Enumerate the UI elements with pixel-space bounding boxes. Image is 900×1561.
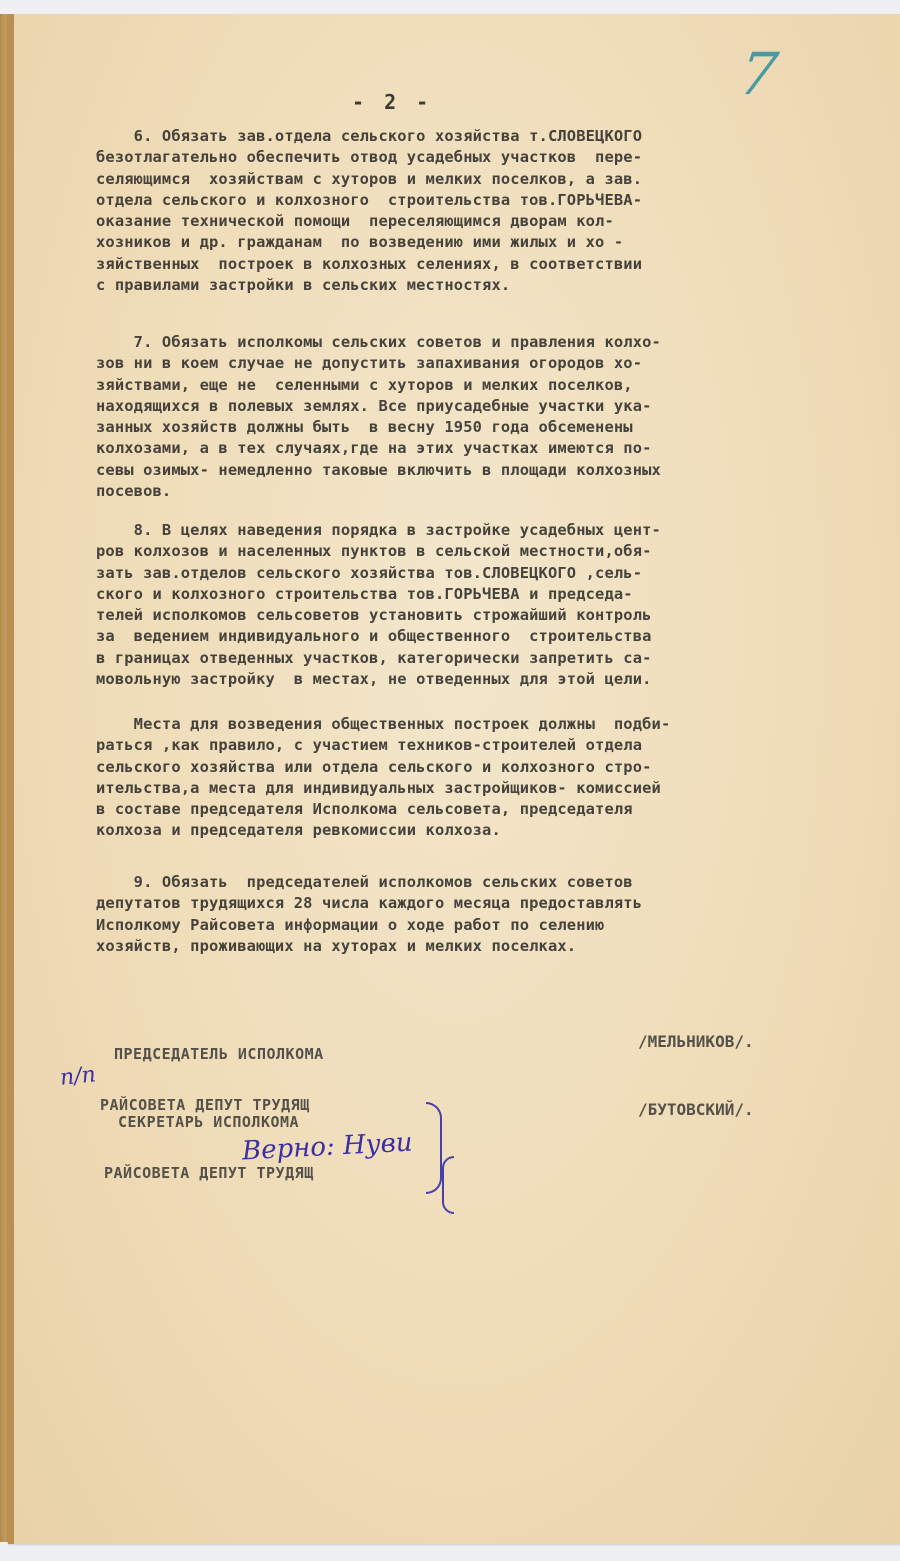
- secretary-name: /БУТОВСКИЙ/.: [638, 1100, 754, 1119]
- text-line: посевов.: [96, 482, 172, 501]
- text-line: зов ни в коем случае не допустить запахивания огородов хо-: [96, 354, 643, 373]
- signature-flourish: [442, 1156, 454, 1214]
- text-line: севы озимых- немедленно таковые включить в площади колхозных: [96, 460, 661, 479]
- text-line: раться ,как правило, с участием техников-строителей отдела: [96, 736, 643, 755]
- paragraph-7: [96, 332, 841, 502]
- document-page: [8, 14, 900, 1544]
- text-line: Места для возведения общественных построек должны подби-: [96, 715, 671, 733]
- handwritten-folio-number: 7: [735, 40, 782, 108]
- text-line: селяющимся хозяйствам с хуторов и мелких поселков, а зав.: [96, 169, 643, 188]
- text-line: депутатов трудящихся 28 числа каждого месяца предоставлять: [96, 894, 643, 913]
- chairman-name: /МЕЛЬНИКОВ/.: [638, 1032, 754, 1051]
- text-line: мовольную застройку в местах, не отведенных для этой цели.: [96, 670, 652, 689]
- text-line: с правилами застройки в сельских местностях.: [96, 276, 511, 295]
- paragraph-6: [96, 126, 841, 296]
- title-line: РАЙСОВЕТА ДЕПУТ ТРУДЯЩ: [104, 1164, 314, 1182]
- paragraph-9: [96, 872, 841, 957]
- text-line: 6. Обязать зав.отдела сельского хозяйства т.СЛОВЕЦКОГО: [96, 127, 643, 145]
- text-line: ительства,а места для индивидуальных застройщиков- комиссией: [96, 778, 661, 797]
- text-line: отдела сельского и колхозного строительства тов.ГОРЬЧЕВА-: [96, 190, 643, 209]
- text-line: зать зав.отделов сельского хозяйства тов.СЛОВЕЦКОГО ,сель-: [96, 563, 643, 582]
- text-line: 7. Обязать исполкомы сельских советов и правления колхо-: [96, 333, 661, 351]
- text-line: в границах отведенных участков, категорически запретить са-: [96, 648, 652, 667]
- text-line: телей исполкомов сельсоветов установить строжайший контроль: [96, 606, 652, 625]
- text-line: за ведением индивидуального и общественного строительства: [96, 627, 652, 646]
- title-line: ПРЕДСЕДАТЕЛЬ ИСПОЛКОМА: [114, 1045, 324, 1063]
- text-line: зяйственных построек в колхозных селениях, в соответствии: [96, 254, 643, 273]
- paragraph-8-continuation: [96, 714, 841, 842]
- text-line: хозяйств, проживающих на хуторах и мелких поселках.: [96, 936, 577, 955]
- text-line: 9. Обязать председателей исполкомов сельских советов: [96, 873, 633, 891]
- title-line: СЕКРЕТАРЬ ИСПОЛКОМА: [118, 1113, 300, 1131]
- handwritten-pp-mark: п/п: [58, 1062, 97, 1091]
- text-line: в составе председателя Исполкома сельсовета, председателя: [96, 800, 633, 819]
- text-line: Исполкому Райсовета информации о ходе работ по селению: [96, 915, 605, 934]
- text-line: безотлагательно обеспечить отвод усадебных участков пере-: [96, 148, 643, 167]
- paragraph-8: [96, 520, 841, 690]
- text-line: зяйствами, еще не селенными с хуторов и мелких поселков,: [96, 375, 633, 394]
- text-line: 8. В целях наведения порядка в застройке усадебных цент-: [96, 521, 661, 539]
- text-line: сельского хозяйства или отдела сельского и колхозного стро-: [96, 757, 652, 776]
- handwritten-certification: Верно: Нуви: [241, 1127, 414, 1167]
- text-line: хозников и др. гражданам по возведению ими жилых и хо -: [96, 233, 624, 252]
- text-line: занных хозяйств должны быть в весну 1950 года обсеменены: [96, 418, 633, 437]
- text-line: оказание технической помощи переселяющимся дворам кол-: [96, 212, 614, 231]
- signature-flourish: [426, 1102, 442, 1194]
- title-line: РАЙСОВЕТА ДЕПУТ ТРУДЯЩ: [100, 1096, 310, 1114]
- page-number: - 2 -: [352, 90, 433, 114]
- text-line: ров колхозов и населенных пунктов в сельской местности,обя-: [96, 542, 652, 561]
- text-line: находящихся в полевых землях. Все приусадебные участки ука-: [96, 396, 652, 415]
- text-line: колхозами, а в тех случаях,где на этих участках имеются по-: [96, 439, 652, 458]
- text-line: колхоза и председателя ревкомиссии колхоза.: [96, 821, 501, 840]
- text-line: ского и колхозного строительства тов.ГОРЬЧЕВА и председа-: [96, 584, 633, 603]
